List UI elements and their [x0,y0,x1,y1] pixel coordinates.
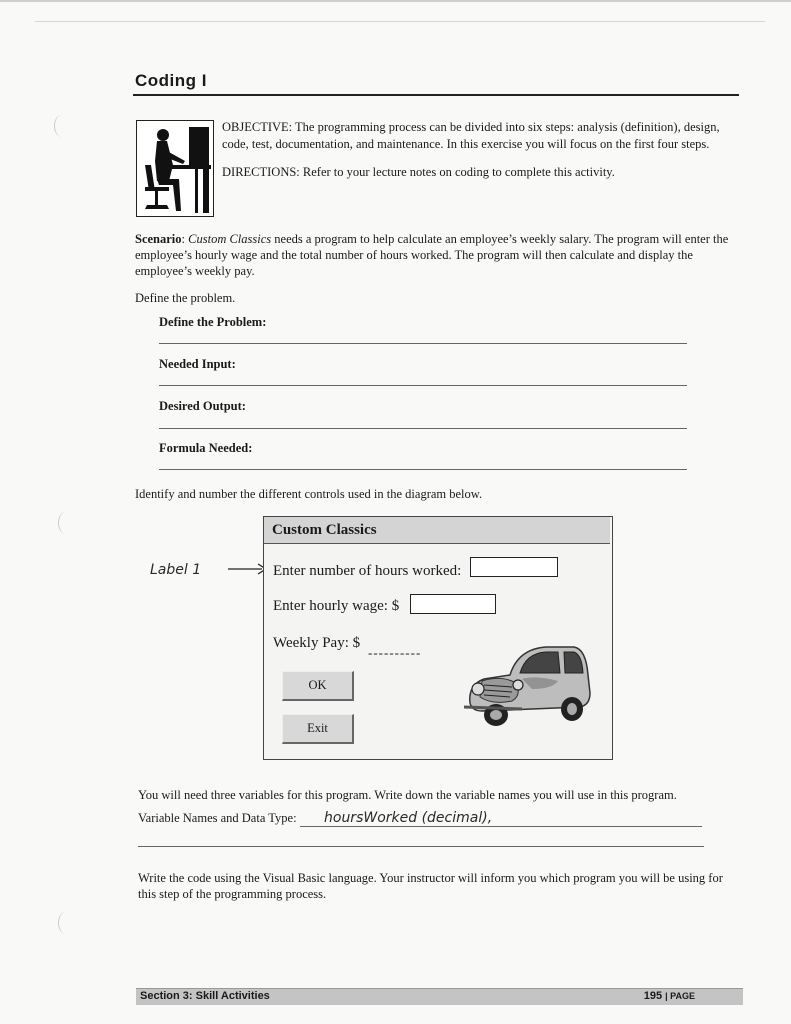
pay-output-label: ---------- [368,645,422,660]
scenario-paragraph [135,231,740,279]
answer-line[interactable] [159,385,687,386]
page-word: | PAGE [665,991,695,1001]
handwritten-label-1: Label 1 [150,562,202,578]
scenario-company: Custom Classics [188,232,272,246]
directions-paragraph [222,164,742,181]
needed-input-label: Needed Input: [159,357,236,371]
variable-names-label: Variable Names and Data Type: [138,811,297,825]
define-intro: Define the problem. [135,291,236,305]
window-title: Custom Classics [272,522,377,538]
variables-instruction: You will need three variables for this program. Write down the variable names you will use in this program. [138,788,677,802]
binder-hole [54,115,69,137]
top-edge [0,0,791,2]
define-problem-label: Define the Problem: [159,315,267,329]
arrow-annotation [228,562,268,581]
classic-car-image [462,635,594,736]
hours-label: Enter number of hours worked: [273,563,462,579]
exit-button[interactable]: Exit [282,714,354,744]
variable-answer-line-2[interactable] [138,846,704,847]
handwritten-variable-answer: hoursWorked (decimal), [324,810,493,826]
binder-hole [58,512,73,534]
answer-line[interactable] [159,428,687,429]
directions-label: DIRECTIONS: [222,165,300,179]
binder-hole [58,912,73,934]
top-faint-rule [35,21,765,22]
computer-user-icon [136,120,214,217]
wage-textbox[interactable] [410,594,496,614]
answer-line[interactable] [159,343,687,344]
footer-section: Section 3: Skill Activities [140,990,270,1002]
objective-text: The programming process can be divided into six steps: analysis (definition), design, code, test, documentation, and maintenance. In this exercise you will focus on the first four steps. [222,120,720,151]
scenario-colon: : [181,232,189,246]
title-rule [133,94,739,96]
scenario-label: Scenario [135,232,182,246]
variable-answer-line[interactable] [300,826,702,827]
page-title: Coding I [135,71,207,90]
page-footer [136,988,743,1005]
objective-label: OBJECTIVE: [222,120,293,134]
wage-label: Enter hourly wage: $ [273,598,400,614]
footer-page [644,990,695,1002]
identify-instruction: Identify and number the different controls used in the diagram below. [135,487,483,501]
answer-line[interactable] [159,469,687,470]
code-instruction: Write the code using the Visual Basic language. Your instructor will inform you which program you will be using for this step of the programming process. [138,871,723,901]
objective-paragraph [222,119,742,153]
hours-textbox[interactable] [470,557,558,577]
pay-label: Weekly Pay: $ [273,635,361,651]
page-number: 195 [643,990,663,1002]
desired-output-label: Desired Output: [159,399,246,413]
directions-text: Refer to your lecture notes on coding to complete this activity. [299,165,615,179]
window-title-bar [264,517,610,544]
scenario-text: needs a program to help calculate an employee’s weekly salary. The program will enter the employee’s hourly wage and the total number of hours worked. The program will then calculate and display the employee’s weekly pay. [135,232,729,278]
ok-button[interactable]: OK [282,671,354,701]
formula-needed-label: Formula Needed: [159,441,253,455]
custom-classics-window [263,516,613,760]
